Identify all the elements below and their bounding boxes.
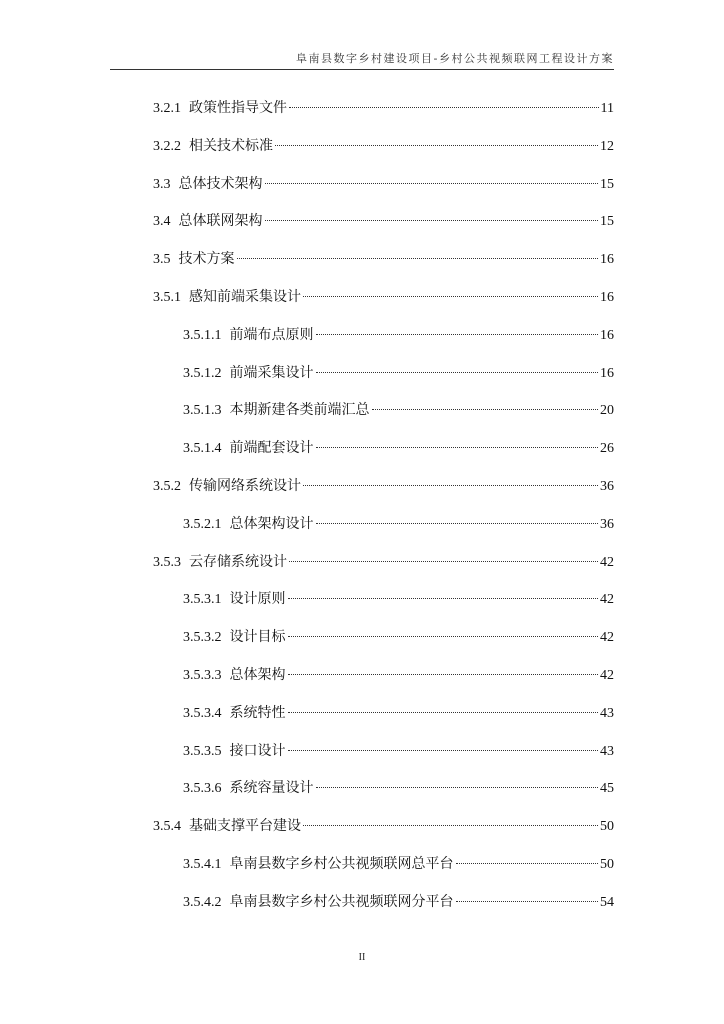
- toc-entry-title: 感知前端采集设计: [189, 289, 301, 305]
- toc-entry-title: 传输网络系统设计: [189, 478, 301, 494]
- toc-entry-number: 3.5.2.1: [183, 517, 222, 532]
- toc-entry-page: 11: [600, 101, 614, 116]
- toc-entry-number: 3.5.3.5: [183, 744, 222, 759]
- toc-entry-page: 12: [600, 139, 614, 154]
- toc-entry[interactable]: [0, 437, 724, 459]
- toc-entry-title: 阜南县数字乡村公共视频联网分平台: [229, 894, 454, 910]
- toc-entry-number: 3.4: [153, 214, 171, 229]
- toc-entry-page: 45: [600, 781, 614, 796]
- toc-entry-number: 3.5.1: [153, 290, 181, 305]
- toc-dot-leader: [265, 220, 599, 221]
- toc-entry-number: 3.5.2: [153, 479, 181, 494]
- toc-entry-title: 系统特性: [229, 705, 286, 721]
- toc-entry-page: 26: [600, 441, 614, 456]
- toc-entry[interactable]: [0, 135, 724, 157]
- toc-entry[interactable]: [0, 248, 724, 270]
- toc-entry-page: 15: [600, 214, 614, 229]
- toc-entry-number: 3.5.3.2: [183, 630, 222, 645]
- page-number: II: [358, 952, 366, 963]
- toc-entry[interactable]: [0, 551, 724, 573]
- toc-entry-number: 3.5.4.1: [183, 857, 222, 872]
- toc-entry-title: 阜南县数字乡村公共视频联网总平台: [229, 856, 454, 872]
- toc-dot-leader: [275, 145, 598, 146]
- toc-entry[interactable]: [0, 664, 724, 686]
- toc-entry[interactable]: [0, 286, 724, 308]
- toc-dot-leader: [316, 523, 599, 524]
- toc-entry-number: 3.5.3.4: [183, 706, 222, 721]
- toc-entry-page: 43: [600, 706, 614, 721]
- toc-dot-leader: [303, 485, 598, 486]
- toc-entry-title: 设计目标: [229, 629, 286, 645]
- toc-entry[interactable]: [0, 513, 724, 535]
- toc-dot-leader: [316, 787, 599, 788]
- toc-entry-number: 3.5.3: [153, 555, 181, 570]
- toc-entry-page: 43: [600, 744, 614, 759]
- toc-dot-leader: [456, 863, 599, 864]
- toc-entry-page: 36: [600, 517, 614, 532]
- toc-entry-number: 3.5.1.3: [183, 403, 222, 418]
- toc-dot-leader: [303, 825, 598, 826]
- toc-dot-leader: [456, 901, 599, 902]
- toc-entry-number: 3.5.3.6: [183, 781, 222, 796]
- toc-dot-leader: [372, 409, 599, 410]
- toc-entry-title: 设计原则: [229, 591, 286, 607]
- toc-dot-leader: [288, 712, 599, 713]
- toc-entry-page: 42: [600, 668, 614, 683]
- toc-entry-page: 16: [600, 328, 614, 343]
- toc-entry-page: 42: [600, 592, 614, 607]
- toc-dot-leader: [316, 334, 599, 335]
- toc-entry-title: 本期新建各类前端汇总: [229, 402, 370, 418]
- toc-entry[interactable]: [0, 362, 724, 384]
- toc-entry-title: 技术方案: [178, 251, 235, 267]
- toc-entry[interactable]: [0, 777, 724, 799]
- toc-entry-number: 3.5.4: [153, 819, 181, 834]
- toc-entry-number: 3.5.1.4: [183, 441, 222, 456]
- toc-entry-number: 3.5.3.3: [183, 668, 222, 683]
- toc-entry-number: 3.5.1.2: [183, 366, 222, 381]
- toc-entry-page: 42: [600, 630, 614, 645]
- toc-dot-leader: [303, 296, 598, 297]
- toc-entry-page: 16: [600, 366, 614, 381]
- toc-entry-title: 总体架构设计: [229, 516, 314, 532]
- toc-entry-page: 54: [600, 895, 614, 910]
- toc-dot-leader: [288, 636, 599, 637]
- toc-entry-title: 总体联网架构: [178, 213, 263, 229]
- toc-entry[interactable]: [0, 588, 724, 610]
- toc-dot-leader: [288, 598, 599, 599]
- toc-dot-leader: [237, 258, 599, 259]
- toc-entry-title: 总体架构: [229, 667, 286, 683]
- toc-entry-title: 云存储系统设计: [189, 554, 287, 570]
- toc-dot-leader: [288, 674, 599, 675]
- toc-entry-page: 15: [600, 177, 614, 192]
- toc-entry[interactable]: [0, 399, 724, 421]
- toc-entry-number: 3.2.1: [153, 101, 181, 116]
- toc-entry-page: 36: [600, 479, 614, 494]
- toc-entry-title: 系统容量设计: [229, 780, 314, 796]
- toc-dot-leader: [316, 447, 599, 448]
- toc-entry-number: 3.5.4.2: [183, 895, 222, 910]
- toc-entry-number: 3.5.1.1: [183, 328, 222, 343]
- toc-entry-page: 20: [600, 403, 614, 418]
- toc-entry-title: 相关技术标准: [189, 138, 273, 154]
- toc-entry-number: 3.5.3.1: [183, 592, 222, 607]
- toc-entry-title: 前端采集设计: [229, 365, 314, 381]
- toc-entry-title: 前端布点原则: [229, 327, 314, 343]
- header-rule: [110, 69, 614, 70]
- toc-entry[interactable]: [0, 702, 724, 724]
- toc-dot-leader: [265, 183, 599, 184]
- toc-entry[interactable]: [0, 891, 724, 913]
- toc-entry[interactable]: [0, 475, 724, 497]
- toc-entry[interactable]: [0, 173, 724, 195]
- toc-entry-title: 政策性指导文件: [189, 100, 287, 116]
- toc-entry[interactable]: [0, 815, 724, 837]
- toc-entry-page: 16: [600, 290, 614, 305]
- toc-entry-page: 50: [600, 857, 614, 872]
- running-header: 阜南县数字乡村建设项目-乡村公共视频联网工程设计方案: [296, 52, 614, 65]
- toc-entry-number: 3.3: [153, 177, 171, 192]
- toc-entry[interactable]: [0, 626, 724, 648]
- toc-dot-leader: [288, 750, 599, 751]
- toc-entry-page: 42: [600, 555, 614, 570]
- toc-entry-title: 基础支撑平台建设: [189, 818, 301, 834]
- toc-entry-title: 前端配套设计: [229, 440, 314, 456]
- toc-entry-page: 50: [600, 819, 614, 834]
- toc-dot-leader: [316, 372, 599, 373]
- toc-dot-leader: [289, 107, 599, 108]
- toc-entry[interactable]: [0, 853, 724, 875]
- toc-entry-page: 16: [600, 252, 614, 267]
- toc-entry-number: 3.2.2: [153, 139, 181, 154]
- toc-dot-leader: [289, 561, 598, 562]
- toc-entry[interactable]: [0, 740, 724, 762]
- toc-entry-title: 接口设计: [229, 743, 286, 759]
- toc-entry[interactable]: [0, 324, 724, 346]
- toc-entry-number: 3.5: [153, 252, 171, 267]
- toc-entry[interactable]: [0, 97, 724, 119]
- toc-entry[interactable]: [0, 210, 724, 232]
- toc-entry-title: 总体技术架构: [178, 176, 263, 192]
